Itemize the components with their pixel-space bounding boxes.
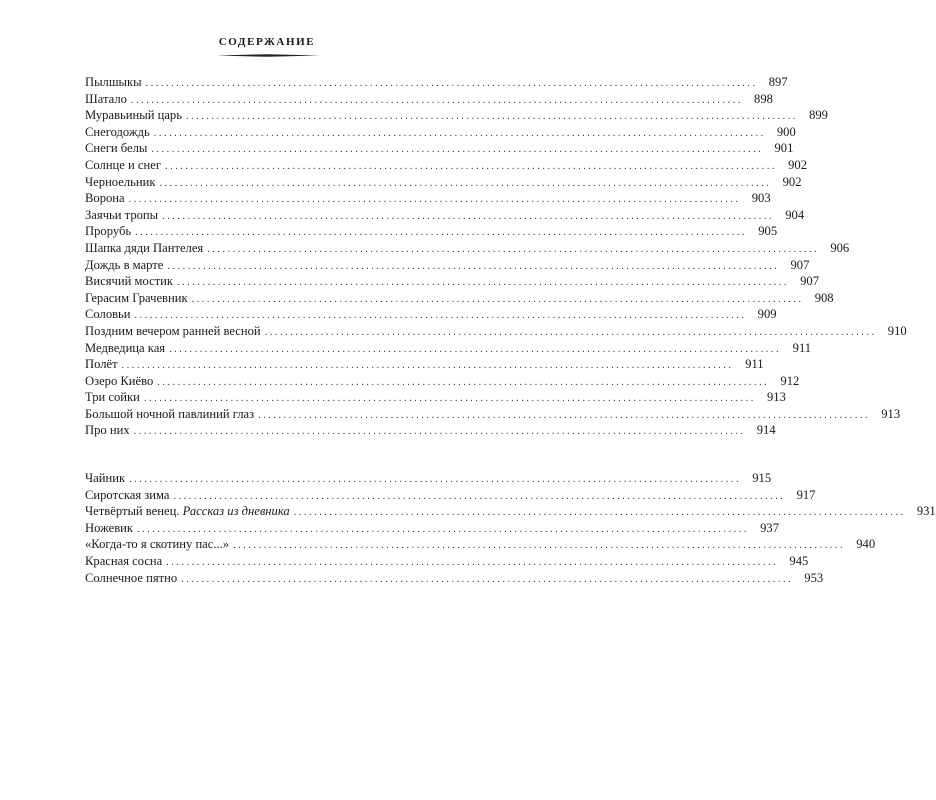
toc-entry-page: 898 [754,91,773,106]
dot-leader: ........................................................................................................................ [233,540,846,552]
toc-entry-title: Полёт [85,357,118,372]
toc-entry-title: Висячий мостик [85,274,174,289]
toc-entry-page: 907 [790,257,810,272]
toc-entry[interactable] [85,503,936,520]
toc-entry-title: Снегодождь [85,124,150,139]
toc-entry-title: Сиротская зима [85,487,170,502]
toc-entry[interactable] [85,290,834,307]
toc-entry-page: 931 [916,504,936,519]
toc-entry-page: 953 [804,570,824,585]
dot-leader: ........................................................................................................................ [137,523,750,535]
toc-entry-page: 899 [809,108,828,123]
toc-entry[interactable] [85,74,788,91]
toc-entry-title: Снеги белы [85,141,148,156]
toc-entry-title: Ножевик [85,520,134,535]
toc-entry-title: Медведица кая [85,340,166,355]
toc-entry-title: Солнечное пятно [85,570,178,585]
toc-entry[interactable] [85,487,816,504]
dot-leader: ........................................................................................................................ [133,426,746,438]
toc-entry[interactable] [85,107,828,124]
toc-entry-title: Шапка дяди Пантелея [85,240,204,255]
toc-entry[interactable] [85,240,850,257]
dot-leader: ........................................................................................................................ [191,293,804,305]
toc-entry-title: Озеро Киёво [85,373,154,388]
toc-entry-title: Про них [85,423,130,438]
toc-entry-page: 945 [789,553,809,568]
toc-entry-title: Красная сосна [85,553,163,568]
toc-entry[interactable] [85,356,764,373]
toc-entry[interactable] [85,190,771,207]
toc-entry-title: Заячьи тропы [85,207,159,222]
toc-entry[interactable] [85,257,810,274]
toc-entry[interactable] [85,124,796,141]
dot-leader: ........................................................................................................................ [165,160,778,172]
toc-entry-title: Поздним вечером ранней весной [85,323,261,338]
toc-entry[interactable] [85,273,820,290]
dot-leader: ........................................................................................................................ [128,194,741,206]
dot-leader: ........................................................................................................................ [145,78,758,89]
toc-entry-title: Прорубь [85,224,132,239]
toc-entry-page: 915 [752,471,772,485]
page-header: СОДЕРЖАНИЕ [218,36,316,48]
header-ornament [216,54,320,57]
toc-entry-title: Пылшыкы [85,75,142,89]
toc-entry[interactable] [85,174,802,191]
dot-leader: ........................................................................................................................ [159,177,772,189]
toc-entry-page: 917 [796,487,816,502]
toc-entry-title: Шатало [85,91,127,106]
dot-leader: ........................................................................................................................ [167,260,780,272]
toc-entry-page: 905 [758,224,778,239]
dot-leader: ........................................................................................................................ [130,94,743,106]
dot-leader: ........................................................................................................................ [134,310,747,322]
toc-entry[interactable] [85,91,773,108]
dot-leader: ........................................................................................................................ [207,243,820,255]
toc-entry[interactable] [85,570,824,587]
toc-entry[interactable] [85,373,800,390]
toc-entry[interactable] [85,553,809,570]
dot-leader: ........................................................................................................................ [129,474,742,485]
toc-entry-title: Три сойки [85,390,140,405]
dot-leader: ........................................................................................................................ [173,490,786,502]
toc-entry[interactable] [85,157,808,174]
dot-leader: ........................................................................................................................ [185,111,798,123]
toc-entry-title: Ворона [85,191,125,206]
toc-entry-page: 902 [782,174,802,189]
dot-leader: ........................................................................................................................ [121,360,734,372]
toc-entry-page: 901 [774,141,794,156]
dot-leader: ........................................................................................................................ [157,376,770,388]
toc-entry-page: 910 [887,323,907,338]
toc-entry[interactable] [85,323,907,340]
toc-entry[interactable] [85,536,876,553]
toc-entry-page: 912 [780,373,800,388]
toc-entry-title: Большой ночной павлиний глаз [85,406,255,421]
dot-leader: ........................................................................................................................ [293,507,906,519]
dot-leader: ........................................................................................................................ [162,210,775,222]
toc-entry-title: Солнце и снег [85,157,162,172]
toc-entry-title: Соловьи [85,307,131,322]
toc-entry-title: Дождь в марте [85,257,164,272]
toc-entry-subtitle: Рассказ из дневника [182,504,290,519]
toc-entry[interactable] [85,389,786,406]
dot-leader: ........................................................................................................................ [264,326,877,338]
toc-entry-page: 909 [757,307,777,322]
toc-entry-page: 902 [788,157,808,172]
toc-entry-page: 911 [745,357,764,372]
dot-leader: ........................................................................................................................ [135,227,748,239]
toc-entry[interactable] [85,140,794,157]
dot-leader: ........................................................................................................................ [177,277,790,289]
toc-entry-page: 914 [756,423,776,438]
toc-entry-title: Герасим Грачевник [85,290,188,305]
toc-entry[interactable] [85,207,805,224]
toc-entry-page: 904 [785,207,805,222]
toc-entry-page: 897 [768,75,788,89]
toc-entry-page: 900 [776,124,796,139]
toc-entry[interactable] [85,306,777,323]
toc-entry-page: 903 [751,191,771,206]
toc-entry-title: Муравьиный царь [85,108,182,123]
dot-leader: ........................................................................................................................ [166,556,779,568]
dot-leader: ........................................................................................................................ [169,343,782,355]
toc-entry[interactable] [85,223,778,240]
toc-entry-page: 908 [814,290,834,305]
dot-leader: ........................................................................................................................ [153,127,766,139]
toc-entry-page: 911 [792,340,812,355]
toc-entry-title: Чайник [85,471,126,485]
toc-entry-page: 940 [856,537,876,552]
toc-entry-title: Черноельник [85,174,156,189]
toc-entry[interactable] [85,406,901,423]
toc-entry-page: 913 [881,406,901,421]
toc-section-1 [85,74,907,439]
toc-entry-page: 937 [760,520,780,535]
toc-entry[interactable] [85,520,780,537]
dot-leader: ........................................................................................................................ [181,573,794,585]
dot-leader: ........................................................................................................................ [151,144,764,156]
dot-leader: ........................................................................................................................ [258,409,871,421]
toc-entry[interactable] [85,422,776,439]
toc-entry-page: 906 [830,240,850,255]
toc-entry-page: 913 [767,390,786,405]
dot-leader: ........................................................................................................................ [143,393,756,405]
toc-entry[interactable] [85,340,812,357]
toc-entry-title: «Когда-то я скотину пас...» [85,537,230,552]
toc-entry[interactable] [85,470,772,487]
toc-entry-title: Четвёртый венец. Рассказ из дневника [85,504,290,519]
toc-section-2 [85,470,936,586]
toc-entry-page: 907 [800,274,820,289]
